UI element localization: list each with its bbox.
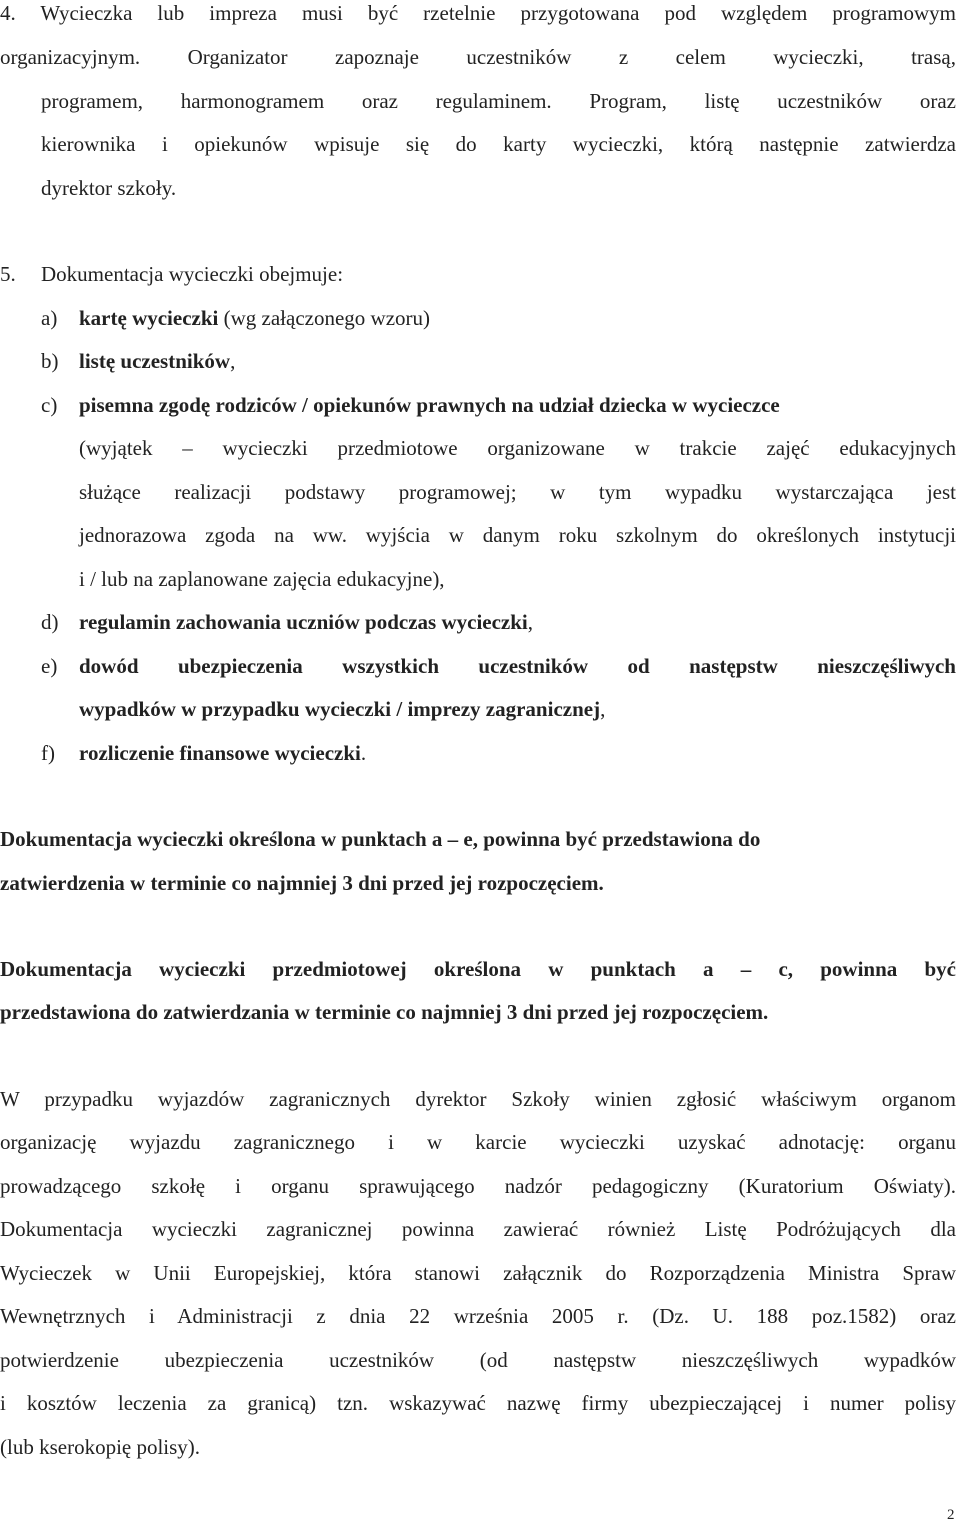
paragraph-line: organizację wyjazdu zagranicznego i w karcie wycieczki uzyskać adnotację: organu	[0, 1130, 956, 1154]
section-4-line: 4. Wycieczka lub impreza musi być rzetelnie przygotowana pod względem programowym	[0, 1, 956, 25]
list-marker: e)	[41, 654, 58, 678]
section-5-number: 5.	[0, 262, 16, 286]
paragraph-line: prowadzącego szkołę i organu sprawującego nadzór pedagogiczny (Kuratorium Oświaty).	[0, 1174, 956, 1198]
note-line: Dokumentacja wycieczki określona w punktach a – e, powinna być przedstawiona do	[0, 827, 761, 851]
list-item-rest: (wg załączonego wzoru)	[218, 306, 431, 330]
section-4-line: kierownika i opiekunów wpisuje się do karty wycieczki, którą następnie zatwierdza	[41, 132, 956, 156]
list-item-bold: regulamin zachowania uczniów podczas wycieczki	[79, 610, 528, 634]
paragraph-line: (lub kserokopię polisy).	[0, 1435, 201, 1459]
paragraph-line: Dokumentacja wycieczki zagranicznej powinna zawierać również Listę Podróżujących dla	[0, 1217, 956, 1241]
list-item-text	[79, 743, 366, 764]
list-item-bold: listę uczestników	[79, 349, 231, 373]
list-item-bold: wypadków w przypadku wycieczki / imprezy zagranicznej	[79, 697, 601, 721]
list-marker: b)	[41, 349, 59, 373]
section-4-line: organizacyjnym. Organizator zapoznaje uczestników z celem wycieczki, trasą,	[0, 45, 956, 69]
list-marker: d)	[41, 610, 59, 634]
note-line: zatwierdzenia w terminie co najmniej 3 dni przed jej rozpoczęciem.	[0, 871, 604, 895]
list-item-rest: ,	[527, 610, 534, 634]
list-marker: a)	[41, 306, 58, 330]
paragraph-line: Wewnętrznych i Administracji z dnia 22 września 2005 r. (Dz. U. 188 poz.1582) oraz	[0, 1304, 956, 1328]
list-item-rest: ,	[230, 349, 236, 373]
list-item-text	[79, 308, 430, 329]
list-item-text	[79, 351, 235, 372]
list-item-bold: kartę wycieczki	[79, 306, 219, 330]
note-line: przedstawiona do zatwierdzania w terminie co najmniej 3 dni przed jej rozpoczęciem.	[0, 1000, 769, 1024]
section-5-intro: Dokumentacja wycieczki obejmuje:	[41, 262, 344, 286]
list-item-text	[79, 612, 533, 633]
list-item-bold: dowód ubezpieczenia wszystkich uczestników od następstw nieszczęśliwych	[79, 654, 956, 678]
paragraph-line: W przypadku wyjazdów zagranicznych dyrektor Szkoły winien zgłosić właściwym organom	[0, 1087, 956, 1111]
list-item-line: i / lub na zaplanowane zajęcia edukacyjne),	[79, 567, 445, 591]
list-marker: f)	[41, 741, 55, 765]
list-item-rest: ,	[600, 697, 606, 721]
list-item-rest: .	[360, 741, 367, 765]
list-item-bold: rozliczenie finansowe wycieczki	[79, 741, 361, 765]
list-item-bold: pisemna zgodę rodziców / opiekunów prawnych na udział dziecka w wycieczce	[79, 393, 780, 417]
note-line: Dokumentacja wycieczki przedmiotowej określona w punktach a – c, powinna być	[0, 957, 956, 981]
section-4-line: programem, harmonogramem oraz regulaminem. Program, listę uczestników oraz	[41, 89, 956, 113]
list-marker: c)	[41, 393, 58, 417]
paragraph-line: Wycieczek w Unii Europejskiej, która stanowi załącznik do Rozporządzenia Ministra Spraw	[0, 1261, 956, 1285]
paragraph-line: i kosztów leczenia za granicą) tzn. wskazywać nazwę firmy ubezpieczającej i numer polisy	[0, 1391, 956, 1415]
list-item-line: (wyjątek – wycieczki przedmiotowe organizowane w trakcie zajęć edukacyjnych	[79, 436, 956, 460]
list-item-text	[79, 699, 605, 720]
section-4-line: dyrektor szkoły.	[41, 176, 177, 200]
list-item-line: służące realizacji podstawy programowej; w tym wypadku wystarczająca jest	[79, 480, 956, 504]
page-number: 2	[947, 1507, 955, 1523]
list-item-line: jednorazowa zgoda na ww. wyjścia w danym roku szkolnym do określonych instytucji	[79, 523, 956, 547]
paragraph-line: potwierdzenie ubezpieczenia uczestników (od następstw nieszczęśliwych wypadków	[0, 1348, 956, 1372]
